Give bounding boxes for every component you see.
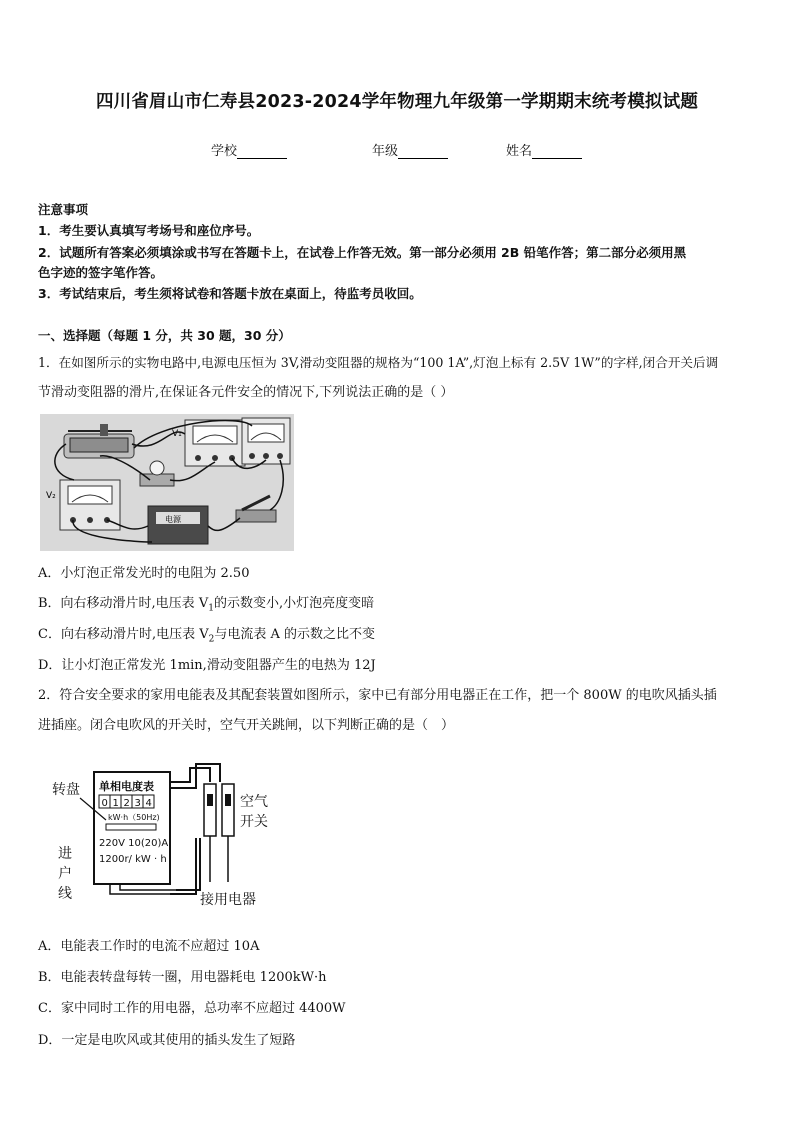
dial-label: 转盘 bbox=[52, 782, 80, 798]
notice-item: 2．试题所有答案必须填涂或书写在答题卡上，在试卷上作答无效。第一部分必须用 2B 铅笔作答；第二部分必须用黑 bbox=[38, 245, 687, 260]
meter-figure bbox=[50, 762, 280, 912]
svg-text:0: 0 bbox=[101, 798, 108, 809]
dial-window bbox=[106, 824, 156, 830]
q2-option-b: B．电能表转盘每转一圈，用电器耗电 1200kW·h bbox=[38, 970, 327, 985]
grade-field bbox=[372, 140, 448, 159]
q2-stem-line1: 2．符合安全要求的家用电能表及其配套装置如图所示，家中已有部分用电器正在工作，把一个 800W 的电吹风插头插 bbox=[38, 688, 717, 703]
meter-unit: kW·h（50Hz) bbox=[108, 813, 160, 822]
voltmeter-v1-icon bbox=[185, 420, 245, 466]
page-title: 四川省眉山市仁寿县2023-2024学年物理九年级第一学期期末统考模拟试题 bbox=[95, 92, 699, 112]
incoming-line-label-3: 线 bbox=[58, 886, 72, 902]
q1-stem-line1: 1．在如图所示的实物电路中,电源电压恒为 3V,滑动变阻器的规格为“100 1A”,灯泡上标有 2.5V 1W”的字样,闭合开关后调 bbox=[38, 355, 719, 370]
school-blank bbox=[237, 146, 287, 159]
circuit-figure bbox=[40, 414, 294, 551]
v1-label: V₁ bbox=[172, 429, 182, 439]
q2-option-a: A．电能表工作时的电流不应超过 10A bbox=[38, 939, 260, 954]
meter-revolutions: 1200r/ kW · h bbox=[99, 854, 167, 865]
q2-stem-line2: 进插座。闭合电吹风的开关时，空气开关跳闸，以下判断正确的是（ ） bbox=[38, 718, 455, 733]
ammeter-icon bbox=[242, 418, 290, 464]
incoming-line-label-1: 进 bbox=[58, 846, 72, 862]
q1-option-a: A．小灯泡正常发光时的电阻为 2.50 bbox=[38, 566, 250, 581]
svg-text:1: 1 bbox=[112, 798, 119, 809]
svg-text:3: 3 bbox=[134, 798, 141, 809]
power-supply-label: 电源 bbox=[165, 515, 181, 524]
notice-item: 3．考试结束后，考生须将试卷和答题卡放在桌面上，待监考员收回。 bbox=[38, 286, 422, 301]
name-label: 姓名 bbox=[506, 144, 533, 159]
school-label: 学校 bbox=[211, 144, 238, 159]
notice-heading: 注意事项 bbox=[38, 202, 89, 217]
section-heading: 一、选择题（每题 1 分，共 30 题，30 分） bbox=[38, 328, 291, 343]
power-supply-icon bbox=[148, 506, 208, 544]
meter-digits bbox=[99, 795, 154, 809]
school-field bbox=[211, 140, 287, 159]
name-field bbox=[506, 140, 582, 159]
q2-option-d: D．一定是电吹风或其使用的插头发生了短路 bbox=[38, 1033, 296, 1048]
notice-item: 1．考生要认真填写考场号和座位序号。 bbox=[38, 223, 260, 238]
meter-rating: 220V 10(20)A bbox=[99, 838, 169, 849]
voltmeter-v2-icon bbox=[60, 480, 120, 530]
name-blank bbox=[532, 146, 582, 159]
meter-diagram bbox=[50, 762, 280, 912]
grade-blank bbox=[398, 146, 448, 159]
incoming-line-label-2: 户 bbox=[58, 866, 72, 882]
q2-option-c: C．家中同时工作的用电器，总功率不应超过 4400W bbox=[38, 1001, 346, 1016]
air-switch-icon bbox=[204, 784, 234, 836]
v2-label: V₂ bbox=[46, 491, 56, 501]
meter-title: 单相电度表 bbox=[99, 780, 154, 793]
grade-label: 年级 bbox=[372, 144, 399, 159]
q1-option-d: D．让小灯泡正常发光 1min,滑动变阻器产生的电热为 12J bbox=[38, 658, 376, 673]
circuit-diagram bbox=[40, 414, 294, 551]
q1-stem-line2: 节滑动变阻器的滑片,在保证各元件安全的情况下,下列说法正确的是（ ） bbox=[38, 385, 454, 400]
air-switch-label-1: 空气 bbox=[240, 794, 268, 810]
svg-text:2: 2 bbox=[123, 798, 130, 809]
air-switch-label-2: 开关 bbox=[240, 814, 268, 830]
notice-item: 色字迹的签字笔作答。 bbox=[38, 265, 164, 280]
load-label: 接用电器 bbox=[200, 892, 256, 908]
svg-text:4: 4 bbox=[145, 798, 152, 809]
q1-option-c: C．向右移动滑片时,电压表 $V_2$与电流表 A 的示数之比不变 bbox=[38, 627, 375, 645]
q1-option-b: B．向右移动滑片时,电压表 $V_1$的示数变小,小灯泡亮度变暗 bbox=[38, 596, 375, 614]
